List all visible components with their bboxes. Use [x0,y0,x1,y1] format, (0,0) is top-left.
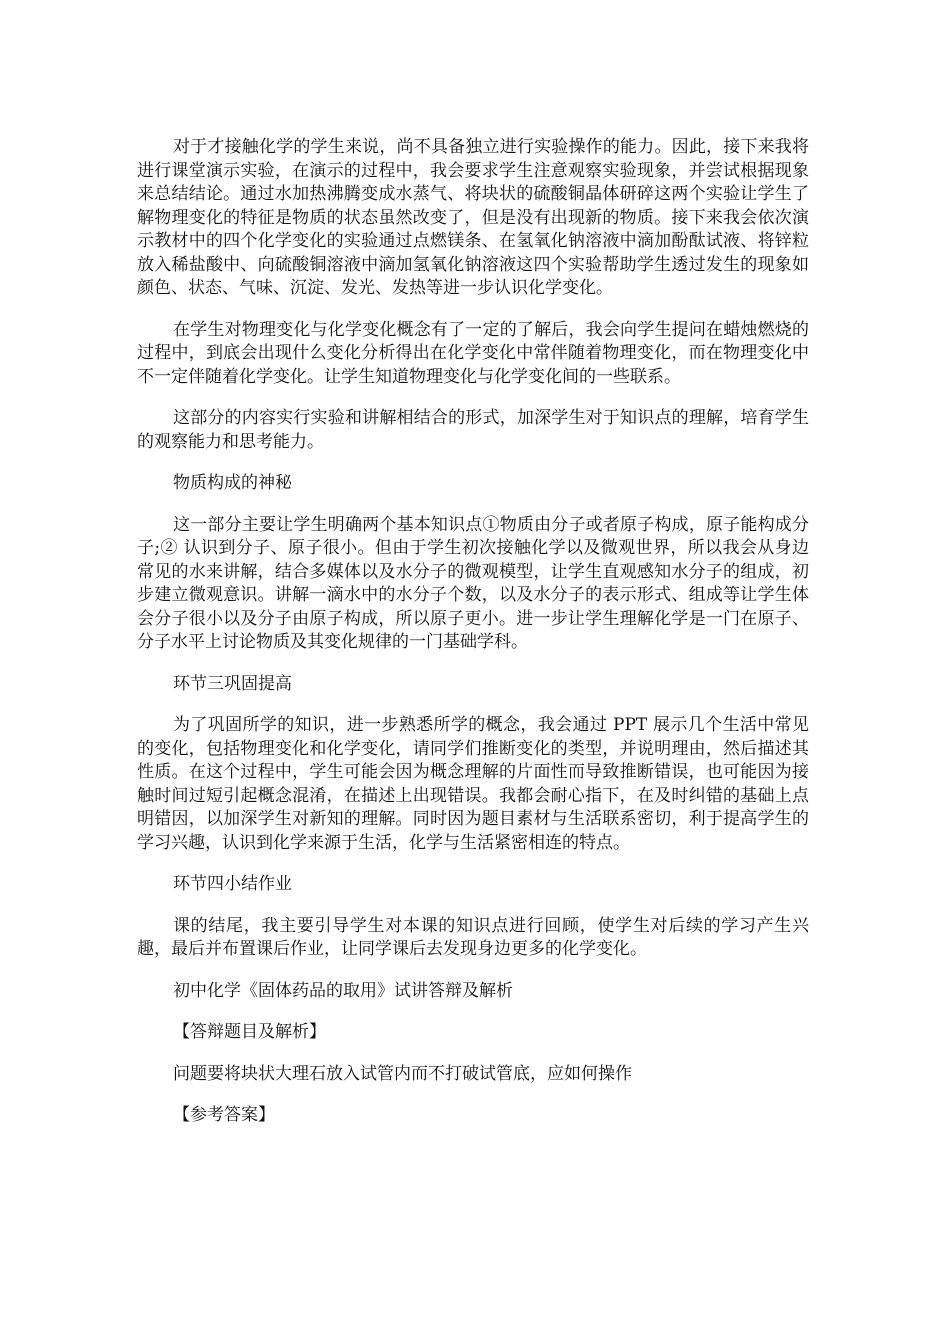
section-heading-step-four: 环节四小结作业 [173,874,292,894]
section-heading-reference-answer: 【参考答案】 [173,1105,275,1125]
section-heading-step-three: 环节三巩固提高 [173,673,292,694]
paragraph-consolidation: 为了巩固所学的知识，进一步熟悉所学的概念，我会通过 PPT 展示几个生活中常见的变化，包括物理变化和化学变化，请同学们推断变化的类型，并说明理由，然后描述其性质。在这个过程中，学生可能会因为概念理解的片面性而导致推断错误，也可能因为接触时间过短引起概念混淆，在描述上出现错误。我都会耐心指下，在及时纠错的基础上点明错因，以加深学生对新知的理解。同时因为题目素材与生活联系密切，利于提高学生的学习兴趣，认识到化学来源于生活，化学与生活紧密相连的特点。 [137,715,809,853]
section-heading-defense-questions: 【答辩题目及解析】 [173,1022,326,1042]
document-page [137,136,809,1146]
section-heading-matter-composition: 物质构成的神秘 [173,473,292,493]
section-heading-lecture-defense: 初中化学《固体药品的取用》试讲答辩及解析 [173,980,513,1001]
paragraph-summary-homework: 课的结尾，我主要引导学生对本课的知识点进行回顾，使学生对后续的学习产生兴趣，最后并布置课后作业，让同学课后去发现身边更多的化学变化。 [137,915,809,959]
paragraph-molecules-atoms: 这一部分主要让学生明确两个基本知识点①物质由分子或者原子构成，原子能构成分子;② 认识到分子、原子很小。但由于学生初次接触化学以及微观世界，所以我会从身边常见的水来讲解，结合多媒体以及水分子的微观模型，让学生直观感知水分子的组成，初步建立微观意识。讲解一滴水中的水分子个数，以及水分子的表示形式、组成等让学生体会分子很小以及分子由原子构成，所以原子更小。进一步让学生理解化学是一门在原子、分子水平上讨论物质及其变化规律的一门基础学科。 [137,514,809,652]
paragraph-question: 问题要将块状大理石放入试管内而不打破试管底，应如何操作 [173,1063,632,1084]
paragraph-teaching-method: 这部分的内容实行实验和讲解相结合的形式，加深学生对于知识点的理解，培育学生的观察能力和思考能力。 [137,408,809,452]
paragraph-demo-experiments: 对于才接触化学的学生来说，尚不具备独立进行实验操作的能力。因此，接下来我将进行课堂演示实验，在演示的过程中，我会要求学生注意观察实验现象，并尝试根据现象来总结结论。通过水加热沸腾变成水蒸气、将块状的硫酸铜晶体研碎这两个实验让学生了解物理变化的特征是物质的状态虽然改变了，但是没有出现新的物质。接下来我会依次演示教材中的四个化学变化的实验通过点燃镁条、在氢氧化钠溶液中滴加酚酞试液、将锌粒放入稀盐酸中、向硫酸铜溶液中滴加氢氧化钠溶液这四个实验帮助学生透过发生的现象如颜色、状态、气味、沉淀、发光、发热等进一步认识化学变化。 [137,137,809,298]
paragraph-candle-question: 在学生对物理变化与化学变化概念有了一定的了解后，我会向学生提问在蜡烛燃烧的过程中，到底会出现什么变化分析得出在化学变化中常伴随着物理变化，而在物理变化中不一定伴随着化学变化。让学生知道物理变化与化学变化间的一些联系。 [137,319,809,387]
